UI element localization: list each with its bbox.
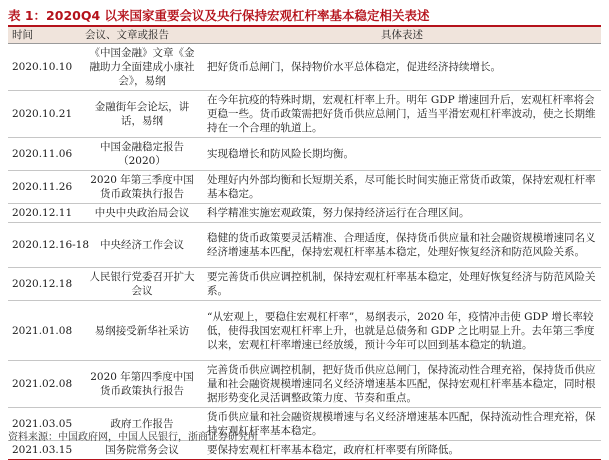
- column-header-statement: 具体表述: [203, 27, 601, 44]
- table-row: [8, 44, 601, 91]
- table-title: 表 1：2020Q4 以来国家重要会议及央行保持宏观杠杆率基本稳定相关表述: [8, 8, 430, 23]
- column-header-event: 会议、文章或报告: [81, 27, 203, 44]
- row-date: 2021.02.08: [8, 361, 81, 408]
- row-date: 2021.03.15: [8, 441, 81, 460]
- row-statement: 把好货币总闸门，保持物价水平总体稳定，促进经济持续增长。: [203, 44, 601, 91]
- row-statement: 实现稳增长和防风险长期均衡。: [203, 138, 601, 171]
- row-event: 易纲接受新华社采访: [81, 301, 203, 361]
- source-note: 资料来源：中国政府网，中国人民银行，浙商证券研究所: [8, 432, 258, 443]
- row-statement: 科学精准实施宏观政策，努力保持经济运行在合理区间。: [203, 204, 601, 223]
- row-date: 2021.01.08: [8, 301, 81, 361]
- table-row: [8, 268, 601, 301]
- row-event: 中国金融稳定报告（2020）: [81, 138, 203, 171]
- table-row: [8, 204, 601, 223]
- row-date: 2020.10.10: [8, 44, 81, 91]
- row-event: 政府工作报告: [81, 408, 203, 441]
- table-row: [8, 301, 601, 361]
- table-header: [8, 27, 601, 44]
- row-event: 2020 年第四季度中国货币政策执行报告: [81, 361, 203, 408]
- table-row: [8, 138, 601, 171]
- row-statement: “从宏观上，要稳住宏观杠杆率”，易纲表示，2020 年，疫情冲击使 GDP 增长率较低，使得我国宏观杠杆率上升，也就是总债务和 GDP 之比明显上升。去年第三季度以来，宏观杠杆率增速已经放缓，预计今年可以回到基本稳定的轨道。: [203, 301, 601, 361]
- row-event: 《中国金融》文章《金融助力全面建成小康社会》，易纲: [81, 44, 203, 91]
- row-event: 国务院常务会议: [81, 441, 203, 460]
- row-date: 2020.11.06: [8, 138, 81, 171]
- row-statement: 要完善货币供应调控机制，保持宏观杠杆率基本稳定，处理好恢复经济与防范风险关系。: [203, 268, 601, 301]
- row-statement: 要保持宏观杠杆率基本稳定，政府杠杆率要有所降低。: [203, 441, 601, 460]
- row-event: 中央经济工作会议: [81, 223, 203, 268]
- row-date: 2020.12.11: [8, 204, 81, 223]
- row-event: 人民银行党委召开扩大会议: [81, 268, 203, 301]
- row-event: 中央中央政治局会议: [81, 204, 203, 223]
- table-row: [8, 223, 601, 268]
- row-statement: 货币供应量和社会融资规模增速与名义经济增速基本匹配，保持流动性合理充裕，保持宏观杠杆率基本稳定。: [203, 408, 601, 441]
- policy-statements-table: [8, 27, 601, 460]
- row-event: 金融街年会论坛，讲话，易纲: [81, 91, 203, 138]
- row-event: 2020 年第三季度中国货币政策执行报告: [81, 171, 203, 204]
- table-row: [8, 91, 601, 138]
- row-statement: 在今年抗疫的特殊时期，宏观杠杆率上升。明年 GDP 增速回升后，宏观杠杆率将会更稳一些。货币政策需把好货币供应总闸门，适当平滑宏观杠杆率波动，使之长期维持在一个合理的轨道上。: [203, 91, 601, 138]
- row-date: 2020.10.21: [8, 91, 81, 138]
- row-statement: 完善货币供应调控机制，把好货币供应总闸门，保持流动性合理充裕，保持货币供应量和社会融资规模增速同名义经济增速基本匹配，保持宏观杠杆率基本稳定，同时根据形势变化灵活调整政策力度、节奏和重点。: [203, 361, 601, 408]
- row-statement: 稳健的货币政策要灵活精准、合理适度，保持货币供应量和社会融资规模增速同名义经济增速基本匹配，保持宏观杠杆率基本稳定，处理好恢复经济和防范风险关系。: [203, 223, 601, 268]
- row-date: 2021.03.05: [8, 408, 81, 441]
- row-date: 2020.12.16-18: [8, 223, 81, 268]
- table-row: [8, 361, 601, 408]
- row-date: 2020.11.26: [8, 171, 81, 204]
- table-row: [8, 171, 601, 204]
- row-statement: 处理好内外部均衡和长短期关系，尽可能长时间实施正常货币政策，保持宏观杠杆率基本稳定。: [203, 171, 601, 204]
- column-header-date: 时间: [8, 27, 81, 44]
- table-row: [8, 441, 601, 460]
- row-date: 2020.12.18: [8, 268, 81, 301]
